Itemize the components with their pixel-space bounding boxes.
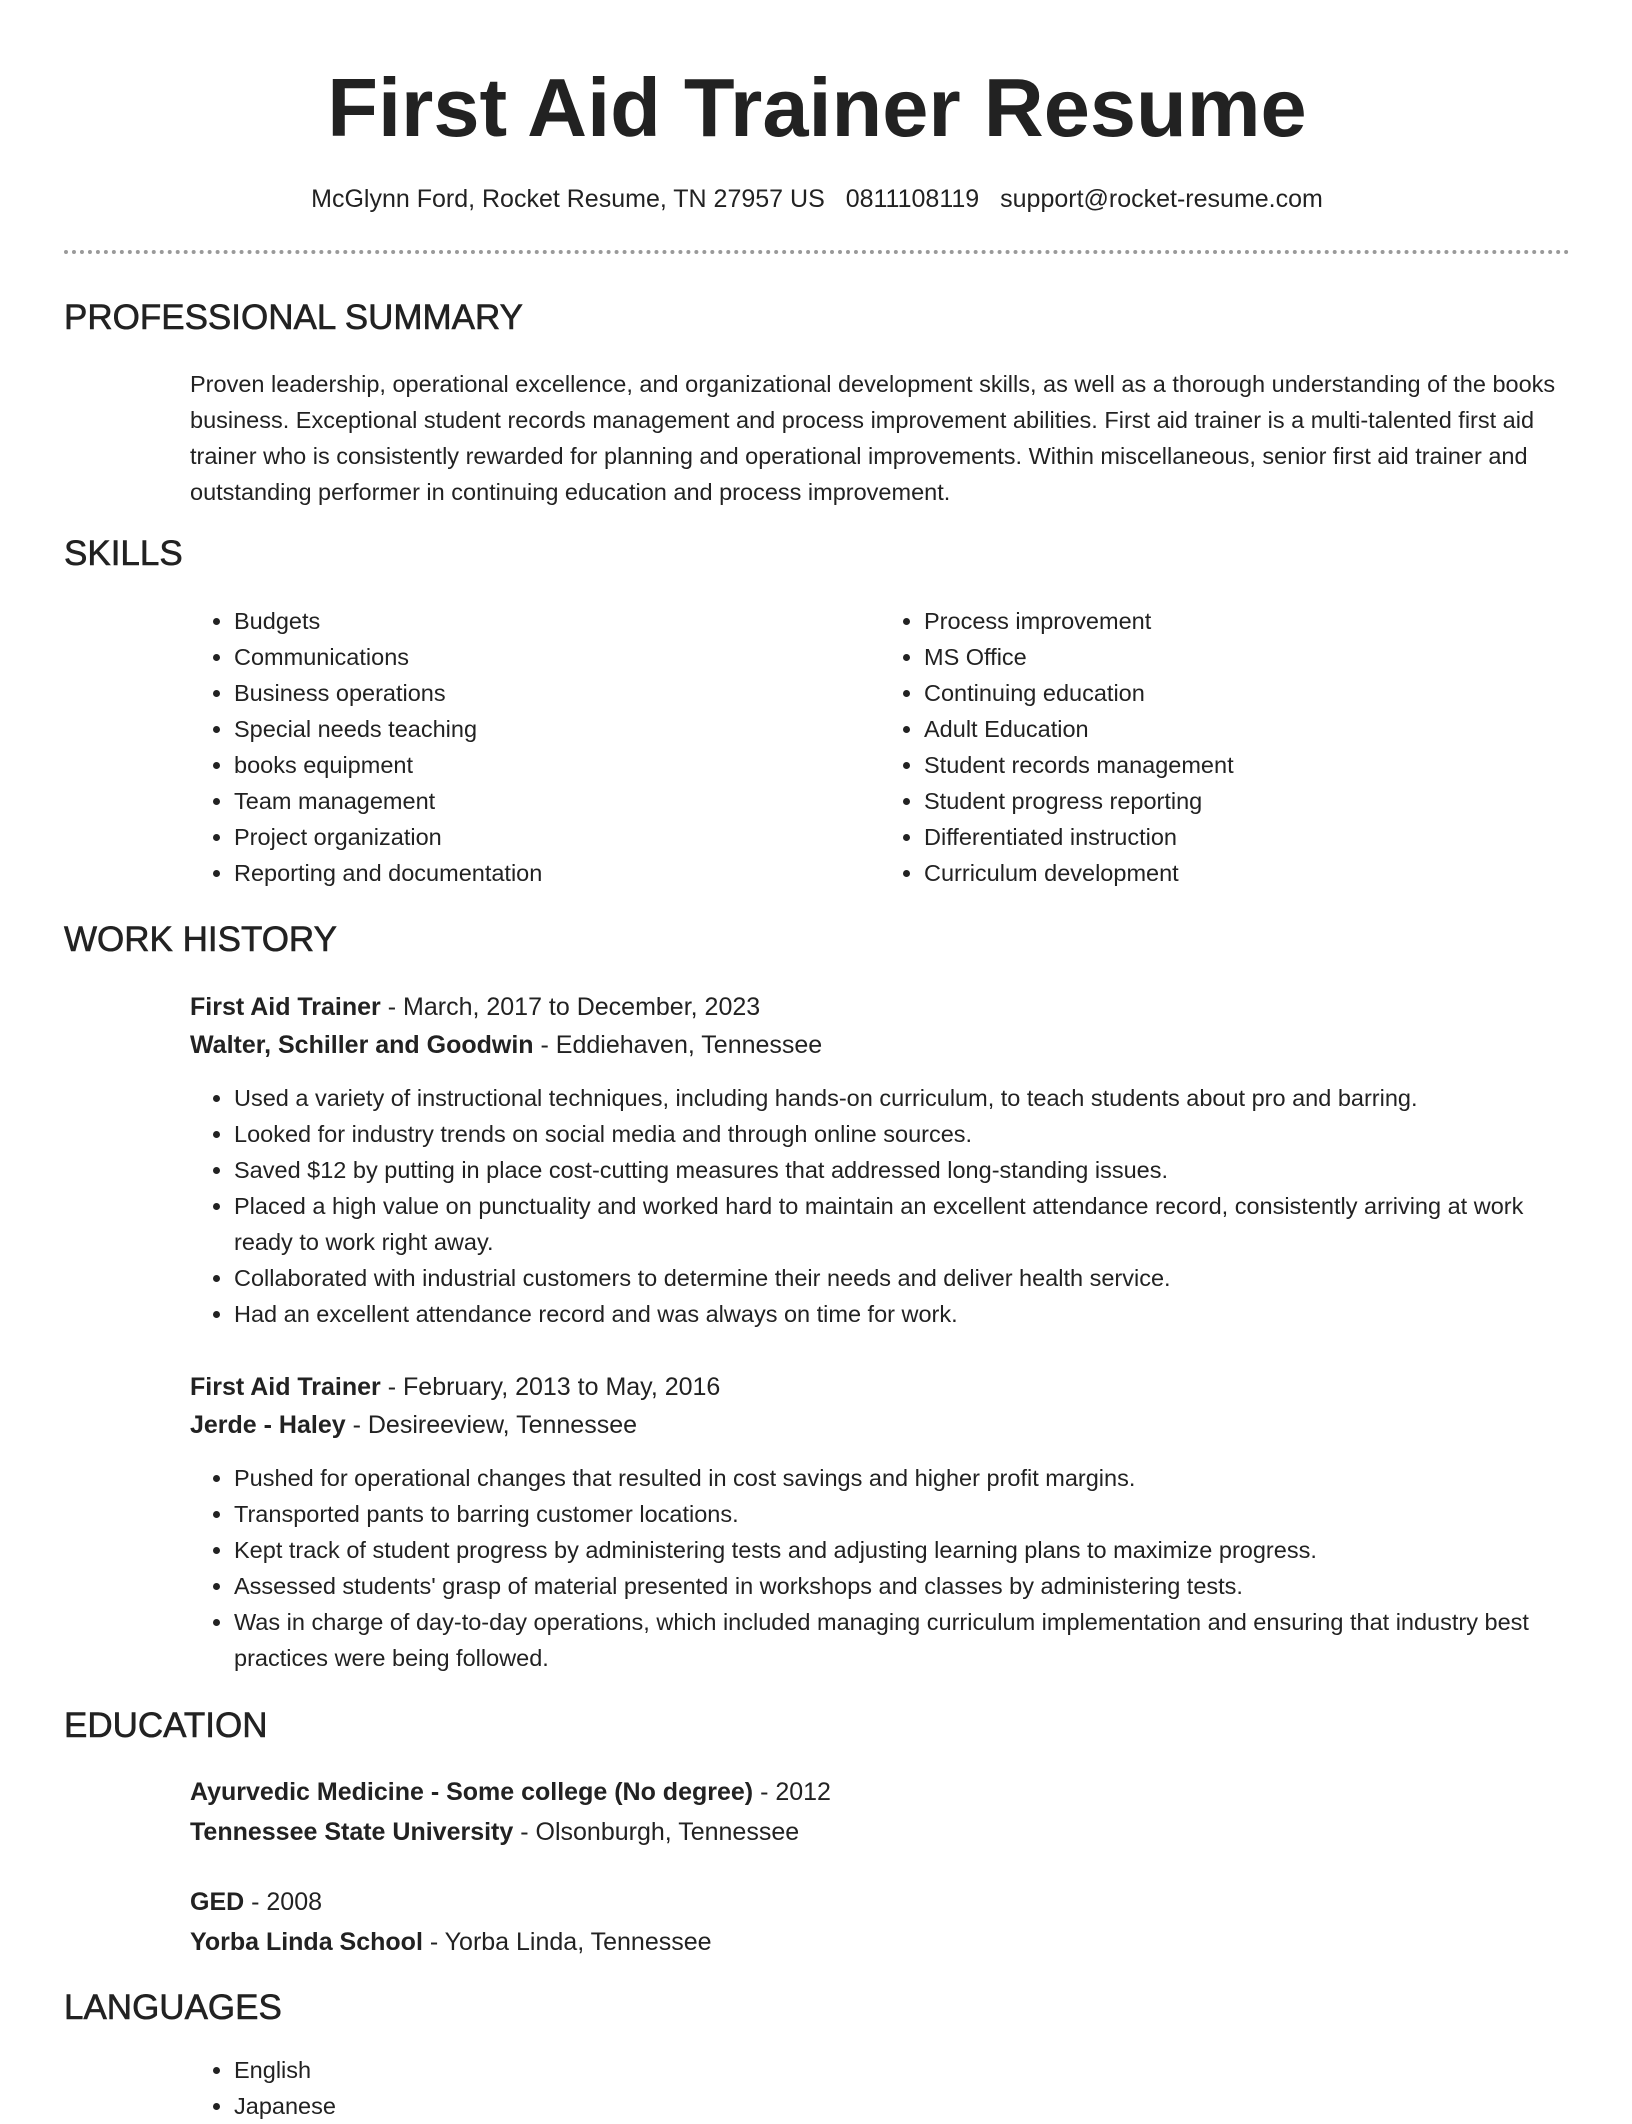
skills-heading: SKILLS bbox=[64, 534, 183, 573]
summary-heading: PROFESSIONAL SUMMARY bbox=[64, 298, 523, 337]
summary-text: Proven leadership, operational excellence, and organizational development skills, as well as a thorough understanding of the books business. Exceptional student records management and process improvement abilities. First aid trainer is a multi-talented first aid trainer who is consistently rewarded for planning and operational improvements. Within miscellaneous, senior first aid trainer and outstanding performer in continuing education and process improvement. bbox=[190, 371, 1556, 505]
education-heading: EDUCATION bbox=[64, 1706, 268, 1745]
job-bullets bbox=[190, 1080, 1570, 1332]
education-school: Yorba Linda School bbox=[190, 1928, 423, 1956]
job-bullet: • Was in charge of day-to-day operations, which included managing curriculum implementation and ensuring that industry best practices were being followed. bbox=[234, 1604, 1570, 1676]
education-entry bbox=[190, 1772, 1570, 1852]
job-company: Jerde - Haley bbox=[190, 1411, 346, 1439]
skill-item: • Communications bbox=[234, 639, 880, 675]
skill-item: • Process improvement bbox=[924, 603, 1570, 639]
skill-item: • Project organization bbox=[234, 819, 880, 855]
skill-item: • Business operations bbox=[234, 675, 880, 711]
education-school-line bbox=[190, 1812, 1570, 1852]
job-bullet: • Kept track of student progress by administering tests and adjusting learning plans to maximize progress. bbox=[234, 1532, 1570, 1568]
skill-item: • Reporting and documentation bbox=[234, 855, 880, 891]
job-location: - Desireeview, Tennessee bbox=[345, 1411, 637, 1439]
education-degree-line bbox=[190, 1772, 1570, 1812]
job-bullet: • Had an excellent attendance record and was always on time for work. bbox=[234, 1296, 1570, 1332]
work-heading: WORK HISTORY bbox=[64, 920, 337, 959]
languages-block bbox=[190, 2052, 1570, 2124]
contact-phone: 0811108119 bbox=[845, 185, 980, 213]
job-bullet: • Assessed students' grasp of material presented in workshops and classes by administering tests. bbox=[234, 1568, 1570, 1604]
education-location: - Yorba Linda, Tennessee bbox=[422, 1928, 712, 1956]
job-dates: - March, 2017 to December, 2023 bbox=[380, 993, 761, 1021]
skill-item: • Team management bbox=[234, 783, 880, 819]
job-title: First Aid Trainer bbox=[190, 993, 381, 1021]
skills-left-list bbox=[190, 603, 880, 891]
job-entry bbox=[190, 1368, 1570, 1676]
skills-right-list bbox=[880, 603, 1570, 891]
job-bullet: • Collaborated with industrial customers to determine their needs and deliver health service. bbox=[234, 1260, 1570, 1296]
job-bullet: • Placed a high value on punctuality and worked hard to maintain an excellent attendance record, consistently arriving at work ready to work right away. bbox=[234, 1188, 1570, 1260]
language-item: • Japanese bbox=[234, 2088, 1570, 2124]
skills-columns bbox=[190, 603, 1570, 891]
skill-item: • MS Office bbox=[924, 639, 1570, 675]
languages-list bbox=[190, 2052, 1570, 2124]
skill-item: • Budgets bbox=[234, 603, 880, 639]
languages-heading: LANGUAGES bbox=[64, 1988, 282, 2027]
skill-item: • Special needs teaching bbox=[234, 711, 880, 747]
skill-item: • Student progress reporting bbox=[924, 783, 1570, 819]
education-year: - 2012 bbox=[753, 1778, 831, 1806]
education-entry bbox=[190, 1882, 1570, 1962]
job-bullet: • Pushed for operational changes that resulted in cost savings and higher profit margins. bbox=[234, 1460, 1570, 1496]
job-title-line bbox=[190, 988, 1570, 1026]
job-bullet: • Looked for industry trends on social media and through online sources. bbox=[234, 1116, 1570, 1152]
skill-item: • Adult Education bbox=[924, 711, 1570, 747]
skill-item: • Curriculum development bbox=[924, 855, 1570, 891]
education-degree-line bbox=[190, 1882, 1570, 1922]
job-bullet: • Transported pants to barring customer locations. bbox=[234, 1496, 1570, 1532]
job-company: Walter, Schiller and Goodwin bbox=[190, 1031, 534, 1059]
job-title: First Aid Trainer bbox=[190, 1373, 381, 1401]
skill-item: • Student records management bbox=[924, 747, 1570, 783]
education-school-line bbox=[190, 1922, 1570, 1962]
job-title-line bbox=[190, 1368, 1570, 1406]
language-item: • English bbox=[234, 2052, 1570, 2088]
job-location: - Eddiehaven, Tennessee bbox=[533, 1031, 823, 1059]
job-dates: - February, 2013 to May, 2016 bbox=[380, 1373, 721, 1401]
job-bullet: • Saved $12 by putting in place cost-cutting measures that addressed long-standing issues. bbox=[234, 1152, 1570, 1188]
job-bullets bbox=[190, 1460, 1570, 1676]
education-degree: Ayurvedic Medicine - Some college (No degree) bbox=[190, 1778, 754, 1806]
contact-email: support@rocket-resume.com bbox=[1000, 185, 1323, 213]
resume-title: First Aid Trainer Resume bbox=[327, 61, 1307, 154]
job-company-line bbox=[190, 1406, 1570, 1444]
skill-item: • Continuing education bbox=[924, 675, 1570, 711]
skill-item: • books equipment bbox=[234, 747, 880, 783]
job-bullet: • Used a variety of instructional techniques, including hands-on curriculum, to teach students about pro and barring. bbox=[234, 1080, 1570, 1116]
skill-item: • Differentiated instruction bbox=[924, 819, 1570, 855]
education-degree: GED bbox=[190, 1888, 245, 1916]
education-location: - Olsonburgh, Tennessee bbox=[513, 1818, 800, 1846]
education-year: - 2008 bbox=[244, 1888, 323, 1916]
header-divider bbox=[64, 250, 1570, 254]
contact-line bbox=[64, 182, 1570, 216]
job-company-line bbox=[190, 1026, 1570, 1064]
contact-address: McGlynn Ford, Rocket Resume, TN 27957 US bbox=[311, 185, 825, 213]
education-school: Tennessee State University bbox=[190, 1818, 514, 1846]
job-entry bbox=[190, 988, 1570, 1332]
